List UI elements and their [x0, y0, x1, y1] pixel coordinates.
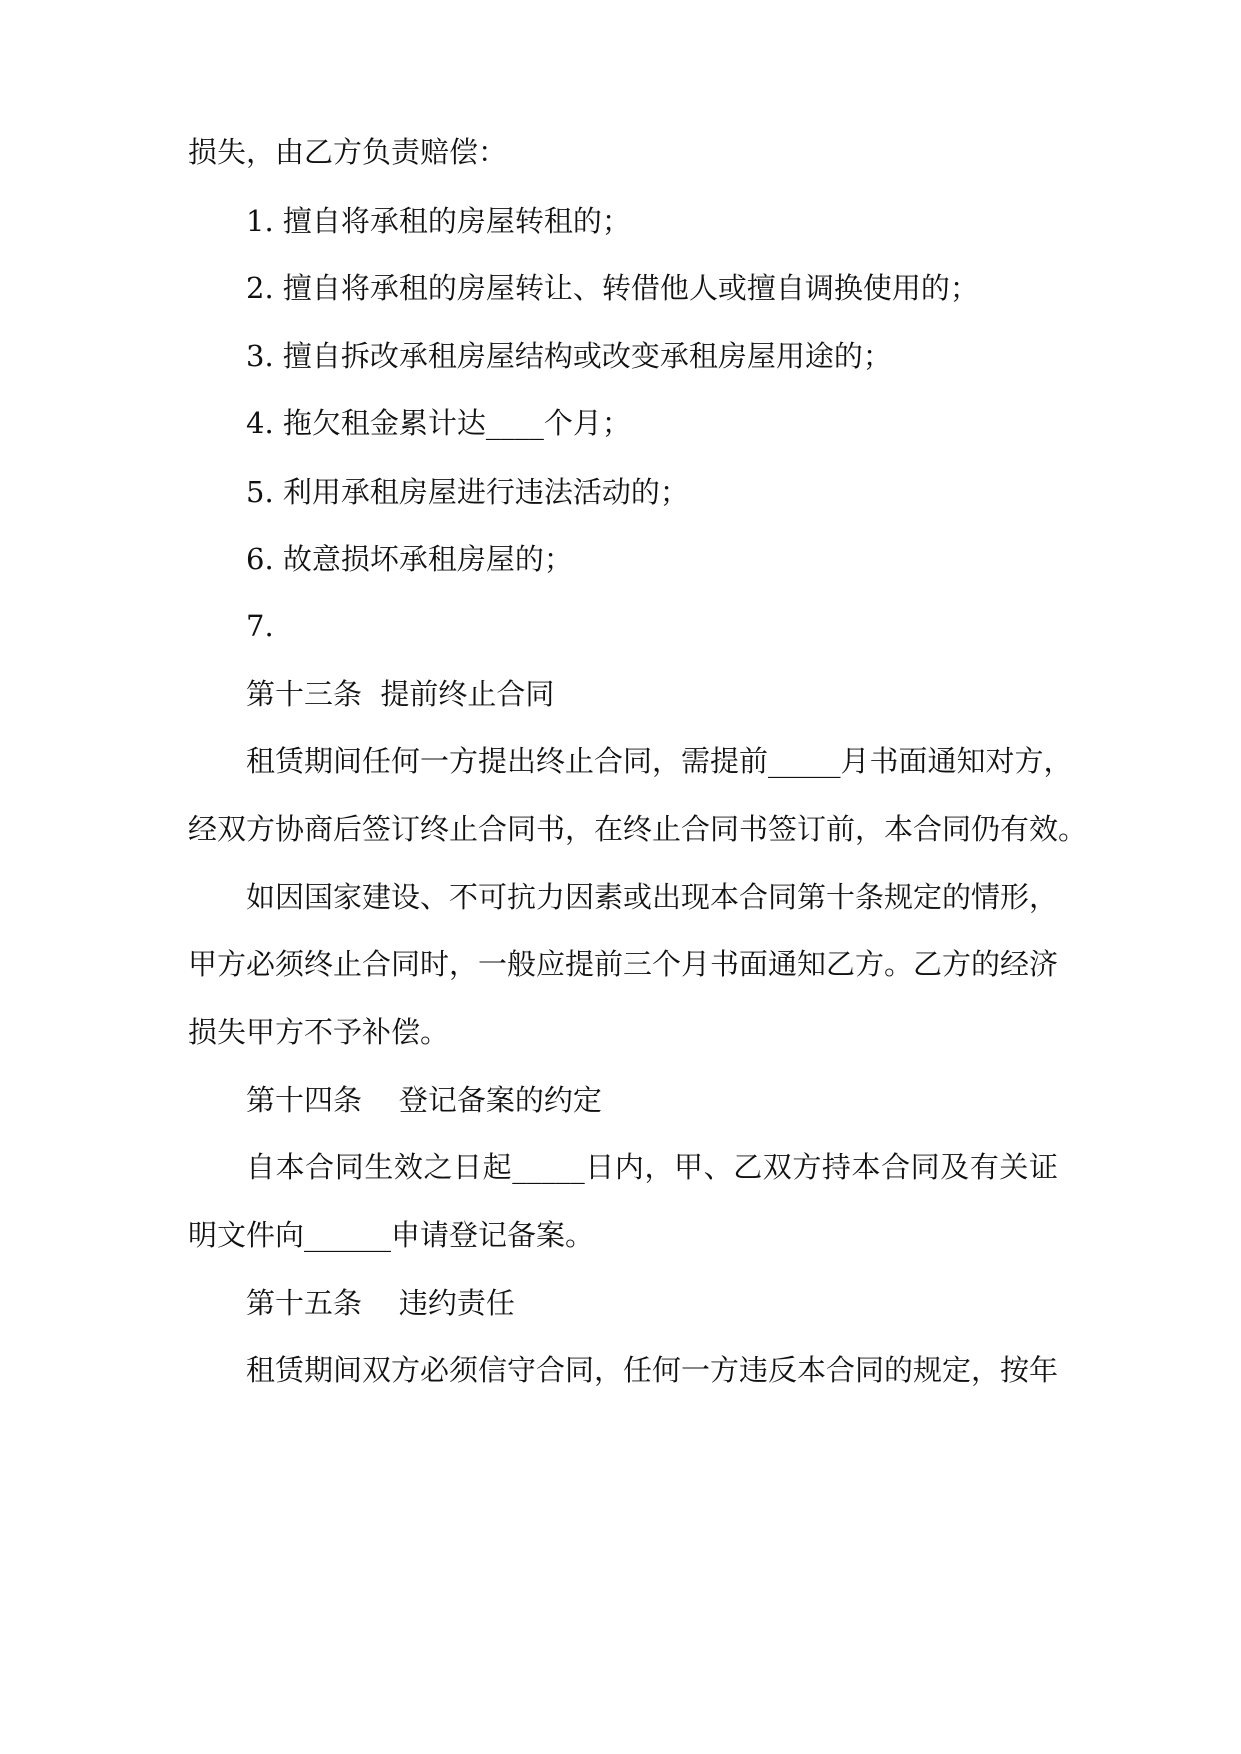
paragraph-line: 明文件向______申请登记备案。 [188, 1218, 595, 1252]
paragraph-line: 如因国家建设、不可抗力因素或出现本合同第十条规定的情形， [246, 880, 1059, 914]
paragraph-line: 损失，由乙方负责赔偿： [188, 135, 508, 169]
paragraph-line: 甲方必须终止合同时，一般应提前三个月书面通知乙方。乙方的经济 [188, 947, 1059, 981]
paragraph-line: 租赁期间双方必须信守合同，任何一方违反本合同的规定，按年 [246, 1353, 1059, 1387]
list-item: 7. [246, 609, 274, 643]
paragraph-line: 自本合同生效之日起_____日内，甲、乙双方持本合同及有关证 [246, 1150, 1058, 1184]
paragraph-line: 经双方协商后签订终止合同书，在终止合同书签订前，本合同仍有效。 [188, 812, 1088, 846]
list-item: 6. 故意损坏承租房屋的； [246, 542, 573, 576]
paragraph-line: 损失甲方不予补偿。 [188, 1015, 450, 1049]
section-heading: 第十三条 提前终止合同 [246, 677, 555, 711]
paragraph-line: 租赁期间任何一方提出终止合同，需提前_____月书面通知对方， [246, 744, 1073, 778]
list-item: 5. 利用承租房屋进行违法活动的； [246, 475, 689, 509]
list-item: 4. 拖欠租金累计达____个月； [246, 406, 631, 440]
section-heading: 第十四条 登记备案的约定 [246, 1083, 602, 1117]
list-item: 1. 擅自将承租的房屋转租的； [246, 204, 631, 238]
section-heading: 第十五条 违约责任 [246, 1286, 515, 1320]
list-item: 3. 擅自拆改承租房屋结构或改变承租房屋用途的； [246, 339, 892, 373]
list-item: 2. 擅自将承租的房屋转让、转借他人或擅自调换使用的； [246, 271, 979, 305]
